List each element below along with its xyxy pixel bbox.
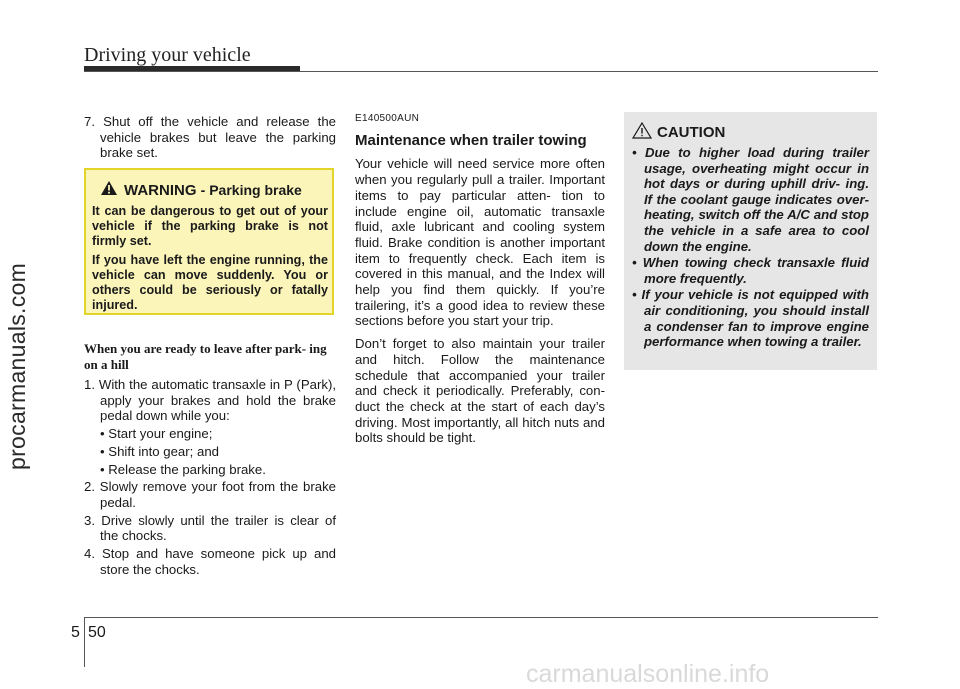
step-7: 7. Shut off the vehicle and release the vehicle brakes but leave the parking brake set. [84, 114, 336, 161]
header-rule [84, 71, 878, 72]
step-2: 2. Slowly remove your foot from the brake pedal. [84, 479, 336, 510]
body-paragraph: Your vehicle will need service more often when you regularly pull a trailer. Important items to pay particular atten- tion to include engine oil, automatic transaxle fluid, axle lubricant and cooling system fluid. Brake condition is another important item to frequently check. Each item is covered in this manual, and the Index will help you find them quickly. If you’re trailering, it’s a good idea to review these sections before you start your trip. [355, 156, 605, 329]
bottom-watermark: carmanualsonline.info [526, 660, 770, 688]
warning-text [92, 204, 328, 316]
warning-subtitle: - Parking brake [200, 182, 302, 198]
hill-subheading: When you are ready to leave after park- ing on a hill [84, 341, 327, 372]
left-column [84, 114, 336, 161]
warning-triangle-icon [100, 180, 118, 196]
step-3: 3. Drive slowly until the trailer is clear of the chocks. [84, 512, 336, 544]
bullet-item: • Shift into gear; and [100, 443, 219, 459]
caution-item: • If your vehicle is not equipped with air conditioning, you should install a condenser fan to improve engine performance when towing a trailer. [632, 287, 869, 350]
page-number: 50 [88, 624, 106, 641]
warning-title [100, 180, 302, 199]
warning-paragraph: It can be dangerous to get out of your vehicle if the parking brake is not firmly set. [92, 204, 328, 249]
left-column-lower [84, 305, 336, 577]
caution-label: CAUTION [657, 124, 726, 141]
page-header-title: Driving your vehicle [84, 44, 251, 66]
section-code: E140500AUN [355, 113, 420, 124]
section-number: 5 [71, 624, 80, 641]
warning-box [84, 168, 334, 315]
body-paragraph: Don’t forget to also maintain your trailer and hitch. Follow the maintenance schedule that accompanied your trailer and check it periodically. Preferably, con- duct the check at the start of each day’s driving. Most importantly, all hitch nuts and bolts should be tight. [355, 336, 605, 446]
caution-box [624, 112, 877, 370]
step-1: 1. With the automatic transaxle in P (Park), apply your brakes and hold the brake pedal down while you: [84, 377, 336, 424]
section-heading: Maintenance when trailer towing [355, 131, 587, 149]
warning-paragraph: If you have left the engine running, the vehicle can move suddenly. You or others could be seriously or fatally injured. [92, 252, 328, 313]
middle-column [355, 111, 605, 453]
caution-item: • When towing check transaxle fluid more frequently. [632, 255, 869, 286]
caution-item: • Due to higher load during trailer usage, overheating might occur in hot days or during uphill driv- ing. If the coolant gauge indicates over-heating, switch off the A/C and stop the vehicle in a safe area to cool down the engine. [632, 145, 869, 254]
step-4: 4. Stop and have someone pick up and store the chocks. [84, 546, 336, 577]
bullet-item: • Release the parking brake. [100, 461, 266, 477]
caution-title [632, 122, 725, 141]
caution-triangle-icon [632, 122, 652, 139]
warning-label: WARNING [124, 182, 197, 199]
caution-list [628, 145, 869, 351]
bullet-item: • Start your engine; [100, 426, 213, 442]
footer-divider [84, 617, 85, 667]
footer-rule [84, 617, 878, 618]
side-watermark: procarmanuals.com [4, 262, 30, 470]
